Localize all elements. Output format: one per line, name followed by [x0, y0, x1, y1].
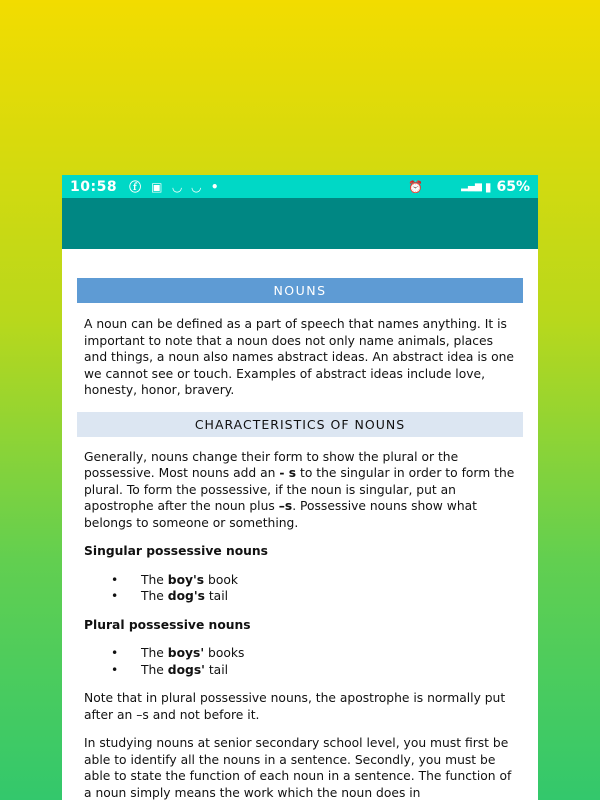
section-heading: CHARACTERISTICS OF NOUNS	[77, 412, 523, 437]
list-item: • The dogs' tail	[111, 662, 523, 679]
intro-paragraph: A noun can be defined as a part of speech that names anything. It is important to note that a noun does not only name animals, places and things, a noun also names abstract ideas. An abstract idea is one we cannot see or touch. Examples of abstract ideas include love, honesty, honor, bravery.	[84, 317, 514, 397]
paragraph: In studying nouns at senior secondary school level, you must first be able to identify all the nouns in a sentence. Secondly, you must be able to state the function of each noun in a sentence. The function of a noun simply means the work which the noun does in	[84, 736, 512, 800]
battery-level: 65%	[496, 178, 530, 195]
subheading: Singular possessive nouns	[84, 544, 268, 558]
article[interactable]	[62, 249, 538, 800]
paragraph: Generally, nouns change their form to show the plural or the possessive. Most nouns add an - s to the singular in order to form the plural. To form the possessive, if the noun is singular, put an apostrophe after the noun plus –s. Possessive nouns show what belongs to someone or something.	[84, 449, 515, 530]
subheading: Plural possessive nouns	[84, 617, 251, 632]
alarm-icon: ⏰	[408, 179, 424, 194]
app-bar	[62, 198, 538, 249]
plural-list	[77, 645, 523, 678]
clock: 10:58	[70, 178, 118, 195]
facebook-icon: ⓕ	[129, 180, 142, 194]
status-bar	[62, 175, 538, 198]
signal-icon: ▂▄▆	[461, 181, 482, 192]
list-item: • The dog's tail	[111, 588, 523, 605]
paragraph: Note that in plural possessive nouns, the apostrophe is normally put after an –s and not before it.	[84, 691, 506, 722]
singular-list	[77, 572, 523, 605]
app-icon: ◡	[191, 179, 201, 194]
app-icon: ◡	[172, 179, 182, 194]
dot-icon: •	[210, 179, 219, 194]
phone-screen	[62, 175, 538, 800]
page-title: NOUNS	[77, 278, 523, 303]
list-item: • The boys' books	[111, 645, 523, 662]
battery-icon: ▮	[484, 179, 492, 194]
notification-icon: ▣	[151, 179, 163, 194]
list-item: • The boy's book	[111, 572, 523, 589]
